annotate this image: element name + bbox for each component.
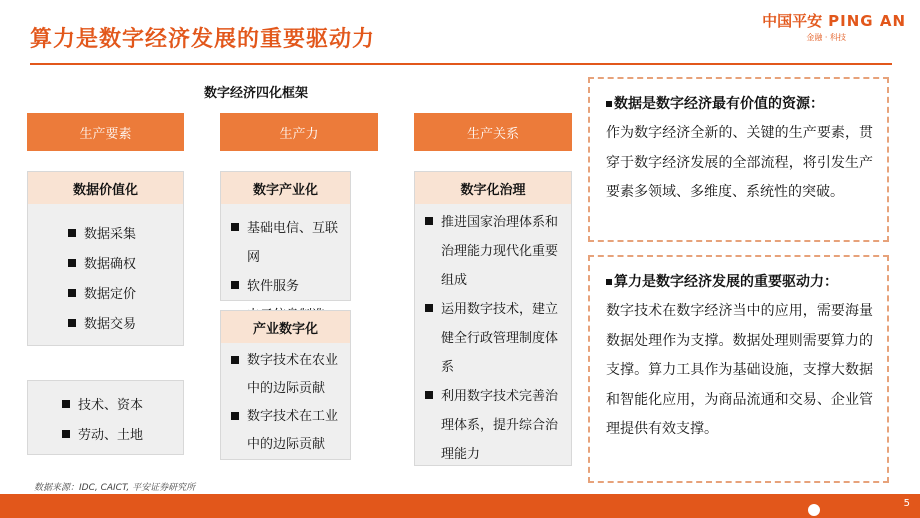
data-source: 数据来源：IDC, CAICT, 平安证券研究所	[34, 483, 196, 493]
box-title: 数字化治理	[415, 172, 571, 204]
box-title: 产业数字化	[221, 311, 350, 343]
list-item: 数据交易	[62, 310, 183, 340]
page-title: 算力是数字经济发展的重要驱动力	[30, 27, 376, 52]
column-header-production-relations: 生产关系	[414, 113, 572, 151]
column-header-production-factors: 生产要素	[27, 113, 184, 151]
box-industrial-digitalization	[220, 310, 351, 460]
note-computing-power	[588, 255, 889, 483]
brand-name-en: PING AN	[828, 11, 906, 30]
list-item: 技术、资本	[56, 391, 183, 421]
note-body: 作为数字经济全新的、关键的生产要素，贯穿于数字经济发展的全部流程，将引发生产要素多领域、多维度、系统性的突破。	[606, 125, 873, 200]
box-digital-governance	[414, 171, 572, 466]
list-item: 数字技术在农业中的边际贡献	[225, 347, 346, 403]
box-title: 数字产业化	[221, 172, 350, 204]
diagram-title: 数字经济四化框架	[204, 86, 309, 101]
note-body: 数字技术在数字经济当中的应用，需要海量数据处理作为支撑。数据处理则需要算力的支撑。算力工具作为基础设施，支撑大数据和智能化应用，为商品流通和交易、企业管理提供有效支撑。	[606, 303, 873, 437]
box-traditional-factors	[27, 380, 184, 455]
footer-bar	[0, 494, 920, 518]
list-item: 数据确权	[62, 250, 183, 280]
footer-logo-icon	[808, 504, 820, 516]
title-underline	[30, 63, 892, 65]
box-digital-industrialization	[220, 171, 351, 301]
bullet-square-icon	[606, 101, 612, 107]
note-data-resource	[588, 77, 889, 242]
brand-tagline: 金融 · 科技	[806, 33, 846, 42]
list-item: 利用数字技术完善治理体系，提升综合治理能力	[419, 382, 565, 469]
page-number: 5	[903, 498, 910, 509]
list-item: 软件服务	[225, 272, 350, 301]
list-item: 数字技术在工业中的边际贡献	[225, 403, 346, 459]
column-header-productivity: 生产力	[220, 113, 378, 151]
list-item: 数据采集	[62, 220, 183, 250]
list-item: 数据定价	[62, 280, 183, 310]
list-item: 推进国家治理体系和治理能力现代化重要组成	[419, 208, 565, 295]
note-heading: 数据是数字经济最有价值的资源：	[606, 89, 873, 119]
note-heading: 算力是数字经济发展的重要驱动力：	[606, 267, 873, 297]
list-item: 运用数字技术，建立健全行政管理制度体系	[419, 295, 565, 382]
list-item: 劳动、土地	[56, 421, 183, 451]
list-item: 基础电信、互联网	[225, 214, 350, 272]
box-data-valorization	[27, 171, 184, 346]
box-title: 数据价值化	[28, 172, 183, 204]
brand-name-cn: 中国平安	[762, 12, 823, 30]
bullet-square-icon	[606, 279, 612, 285]
brand-logo	[762, 10, 906, 43]
